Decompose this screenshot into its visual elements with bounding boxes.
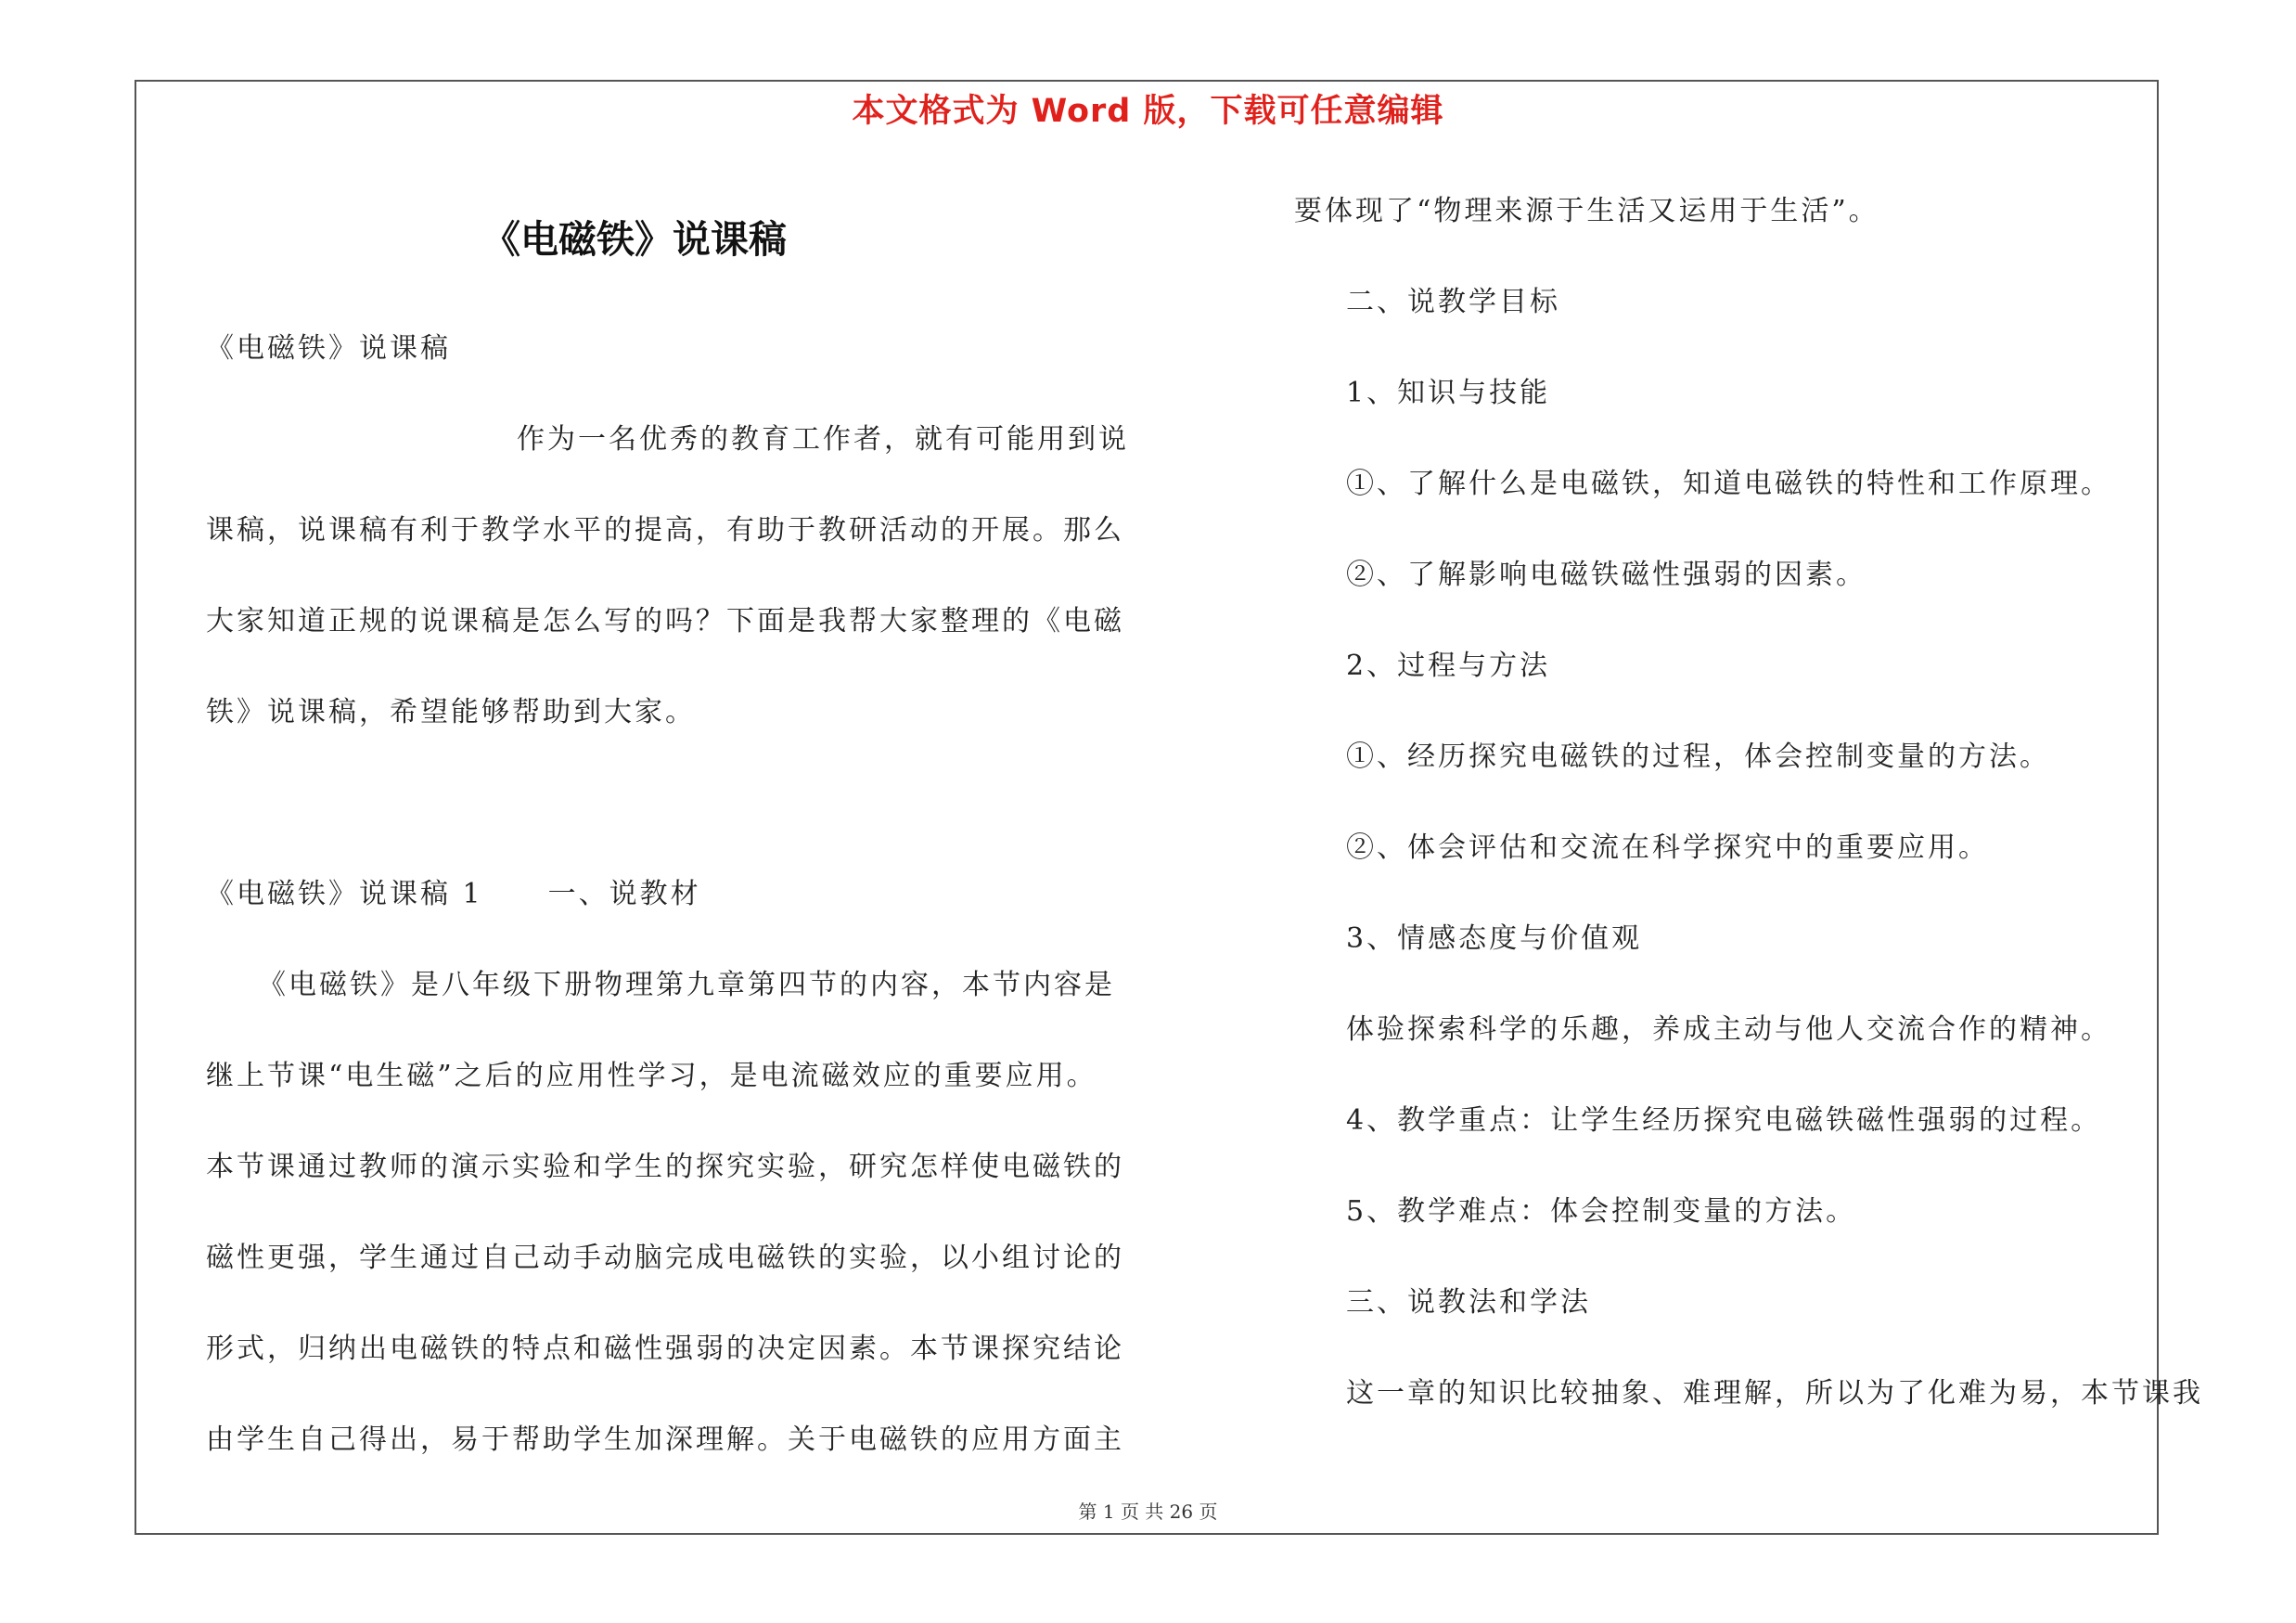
body-line: 继上节课“电生磁”之后的应用性学习，是电流磁效应的重要应用。 [206, 1060, 1097, 1092]
subsection-heading: 3、情感态度与价值观 [1346, 922, 1643, 955]
list-item: ②、了解影响电磁铁磁性强弱的因素。 [1346, 559, 1866, 591]
body-line: 这一章的知识比较抽象、难理解，所以为了化难为易，本节课我 [1346, 1377, 2203, 1410]
body-line: 本节课通过教师的演示实验和学生的探究实验，研究怎样使电磁铁的 [206, 1151, 1124, 1183]
body-line: 要体现了“物理来源于生活又运用于生活”。 [1294, 195, 1879, 227]
section-heading: 三、说教法和学法 [1346, 1286, 1591, 1319]
subsection-heading: 1、知识与技能 [1346, 377, 1551, 409]
document-title: 《电磁铁》说课稿 [482, 217, 787, 262]
section-heading: 二、说教学目标 [1346, 286, 1560, 318]
list-item: ①、了解什么是电磁铁，知道电磁铁的特性和工作原理。 [1346, 468, 2111, 500]
intro-line: 铁》说课稿，希望能够帮助到大家。 [206, 696, 696, 728]
page-number-footer: 第 1 页 共 26 页 [1078, 1501, 1218, 1523]
subtitle: 《电磁铁》说课稿 [206, 332, 451, 365]
body-line: 磁性更强，学生通过自己动手动脑完成电磁铁的实验，以小组讨论的 [206, 1242, 1124, 1274]
list-item: 5、教学难点：体会控制变量的方法。 [1346, 1195, 1857, 1228]
intro-line: 大家知道正规的说课稿是怎么写的吗？下面是我帮大家整理的《电磁 [206, 605, 1124, 638]
body-line: 体验探索科学的乐趣，养成主动与他人交流合作的精神。 [1346, 1013, 2111, 1046]
body-line: 《电磁铁》是八年级下册物理第九章第四节的内容，本节内容是 [258, 969, 1115, 1001]
intro-line: 课稿，说课稿有利于教学水平的提高，有助于教研活动的开展。那么 [206, 514, 1124, 547]
intro-line: 作为一名优秀的教育工作者，就有可能用到说 [517, 423, 1129, 456]
list-item: 4、教学重点：让学生经历探究电磁铁磁性强弱的过程。 [1346, 1104, 2102, 1137]
right-column [1294, 166, 2203, 1439]
list-item: ①、经历探究电磁铁的过程，体会控制变量的方法。 [1346, 741, 2050, 773]
body-line: 由学生自己得出，易于帮助学生加深理解。关于电磁铁的应用方面主 [206, 1423, 1124, 1456]
format-banner: 本文格式为 Word 版，下载可任意编辑 [852, 93, 1444, 130]
body-line: 形式，归纳出电磁铁的特点和磁性强弱的决定因素。本节课探究结论 [206, 1333, 1124, 1365]
section-heading-line [206, 849, 1152, 940]
section-label: 《电磁铁》说课稿 1 [206, 878, 483, 910]
list-item: ②、体会评估和交流在科学探究中的重要应用。 [1346, 831, 1989, 864]
left-column [206, 303, 1152, 1486]
subsection-heading: 2、过程与方法 [1346, 650, 1551, 682]
section-heading: 一、说教材 [547, 878, 701, 910]
